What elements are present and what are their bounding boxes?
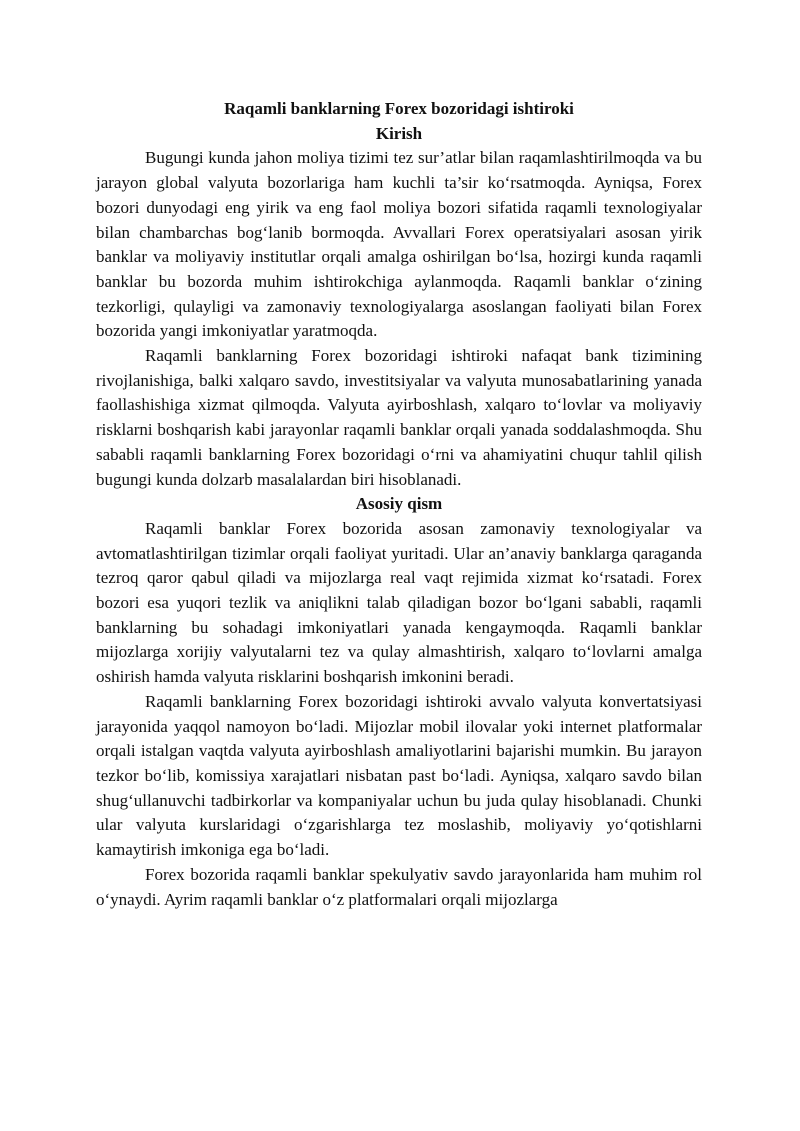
document-title: Raqamli banklarning Forex bozoridagi ishtiroki xyxy=(224,99,574,118)
section-heading-intro: Kirish xyxy=(375,123,423,143)
paragraph: Bugungi kunda jahon moliya tizimi tez sur’atlar bilan raqamlashtirilmoqda va bu jarayon global valyuta bozorlariga ham kuchli ta’sir ko‘rsatmoqda. Ayniqsa, Forex bozori dunyodagi eng yirik va eng faol moliya bozori sifatida raqamli texnologiyalar bilan chambarchas bog‘lanib bormoqda. Avvallari Forex operatsiyalari asosan yirik banklar va moliyaviy institutlar orqali amalga oshirilgan bo‘lsa, hozirgi kunda raqamli banklar bu bozorda muhim ishtirokchiga aylanmoqda. Raqamli banklar o‘zining tezkorligi, qulayligi va zamonaviy texnologiyalarga asoslangan faoliyati bilan Forex bozorida yangi imkoniyatlar yaratmoqda. xyxy=(96,148,702,341)
paragraph: Raqamli banklarning Forex bozoridagi ishtiroki nafaqat bank tizimining rivojlanishiga, balki xalqaro savdo, investitsiyalar va valyuta munosabatlarining yanada faollashishiga xizmat qilmoqda. Valyuta ayirboshlash, xalqaro to‘lovlar va moliyaviy risklarni boshqarish kabi jarayonlar raqamli banklar orqali yanada soddalashmoqda. Shu sababli raqamli banklarning Forex bozoridagi o‘rni va ahamiyatini chuqur tahlil qilish bugungi kunda dolzarb masalalardan biri hisoblanadi. xyxy=(96,346,702,489)
paragraph: Raqamli banklarning Forex bozoridagi ishtiroki avvalo valyuta konvertatsiyasi jarayonida yaqqol namoyon bo‘ladi. Mijozlar mobil ilovalar yoki internet platformalar orqali istalgan vaqtda valyuta ayirboshlash amaliyotlarini bajarishi mumkin. Bu jarayon tezkor bo‘lib, komissiya xarajatlari nisbatan past bo‘ladi. Ayniqsa, xalqaro savdo bilan shug‘ullanuvchi tadbirkorlar va kompaniyalar uchun bu juda qulay hisoblanadi. Chunki ular valyuta kurslaridagi o‘zgarishlarga tez moslashib, moliyaviy yo‘qotishlarni kamaytirish imkoniga ega bo‘ladi. xyxy=(96,691,702,860)
section-heading-main: Asosiy qism xyxy=(355,494,443,514)
paragraph: Forex bozorida raqamli banklar spekulyativ savdo jarayonlarida ham muhim rol o‘ynaydi. Ayrim raqamli banklar o‘z platformalari orqali mijozlarga xyxy=(96,864,702,909)
document-page xyxy=(96,97,702,912)
paragraph: Raqamli banklar Forex bozorida asosan zamonaviy texnologiyalar va avtomatlashtirilgan tizimlar orqali faoliyat yuritadi. Ular an’anaviy banklarga qaraganda tezroq qaror qabul qiladi va mijozlarga real vaqt rejimida xizmat ko‘rsatadi. Forex bozori esa yuqori tezlik va aniqlikni talab qiladigan bozor bo‘lgani sababli, raqamli banklarning bu sohadagi imkoniyatlari yanada kengaymoqda. Raqamli banklar mijozlarga xorijiy valyutalarni tez va qulay almashtirish, xalqaro to‘lovlarni amalga oshirish hamda valyuta risklarini boshqarish imkonini beradi. xyxy=(96,518,702,687)
